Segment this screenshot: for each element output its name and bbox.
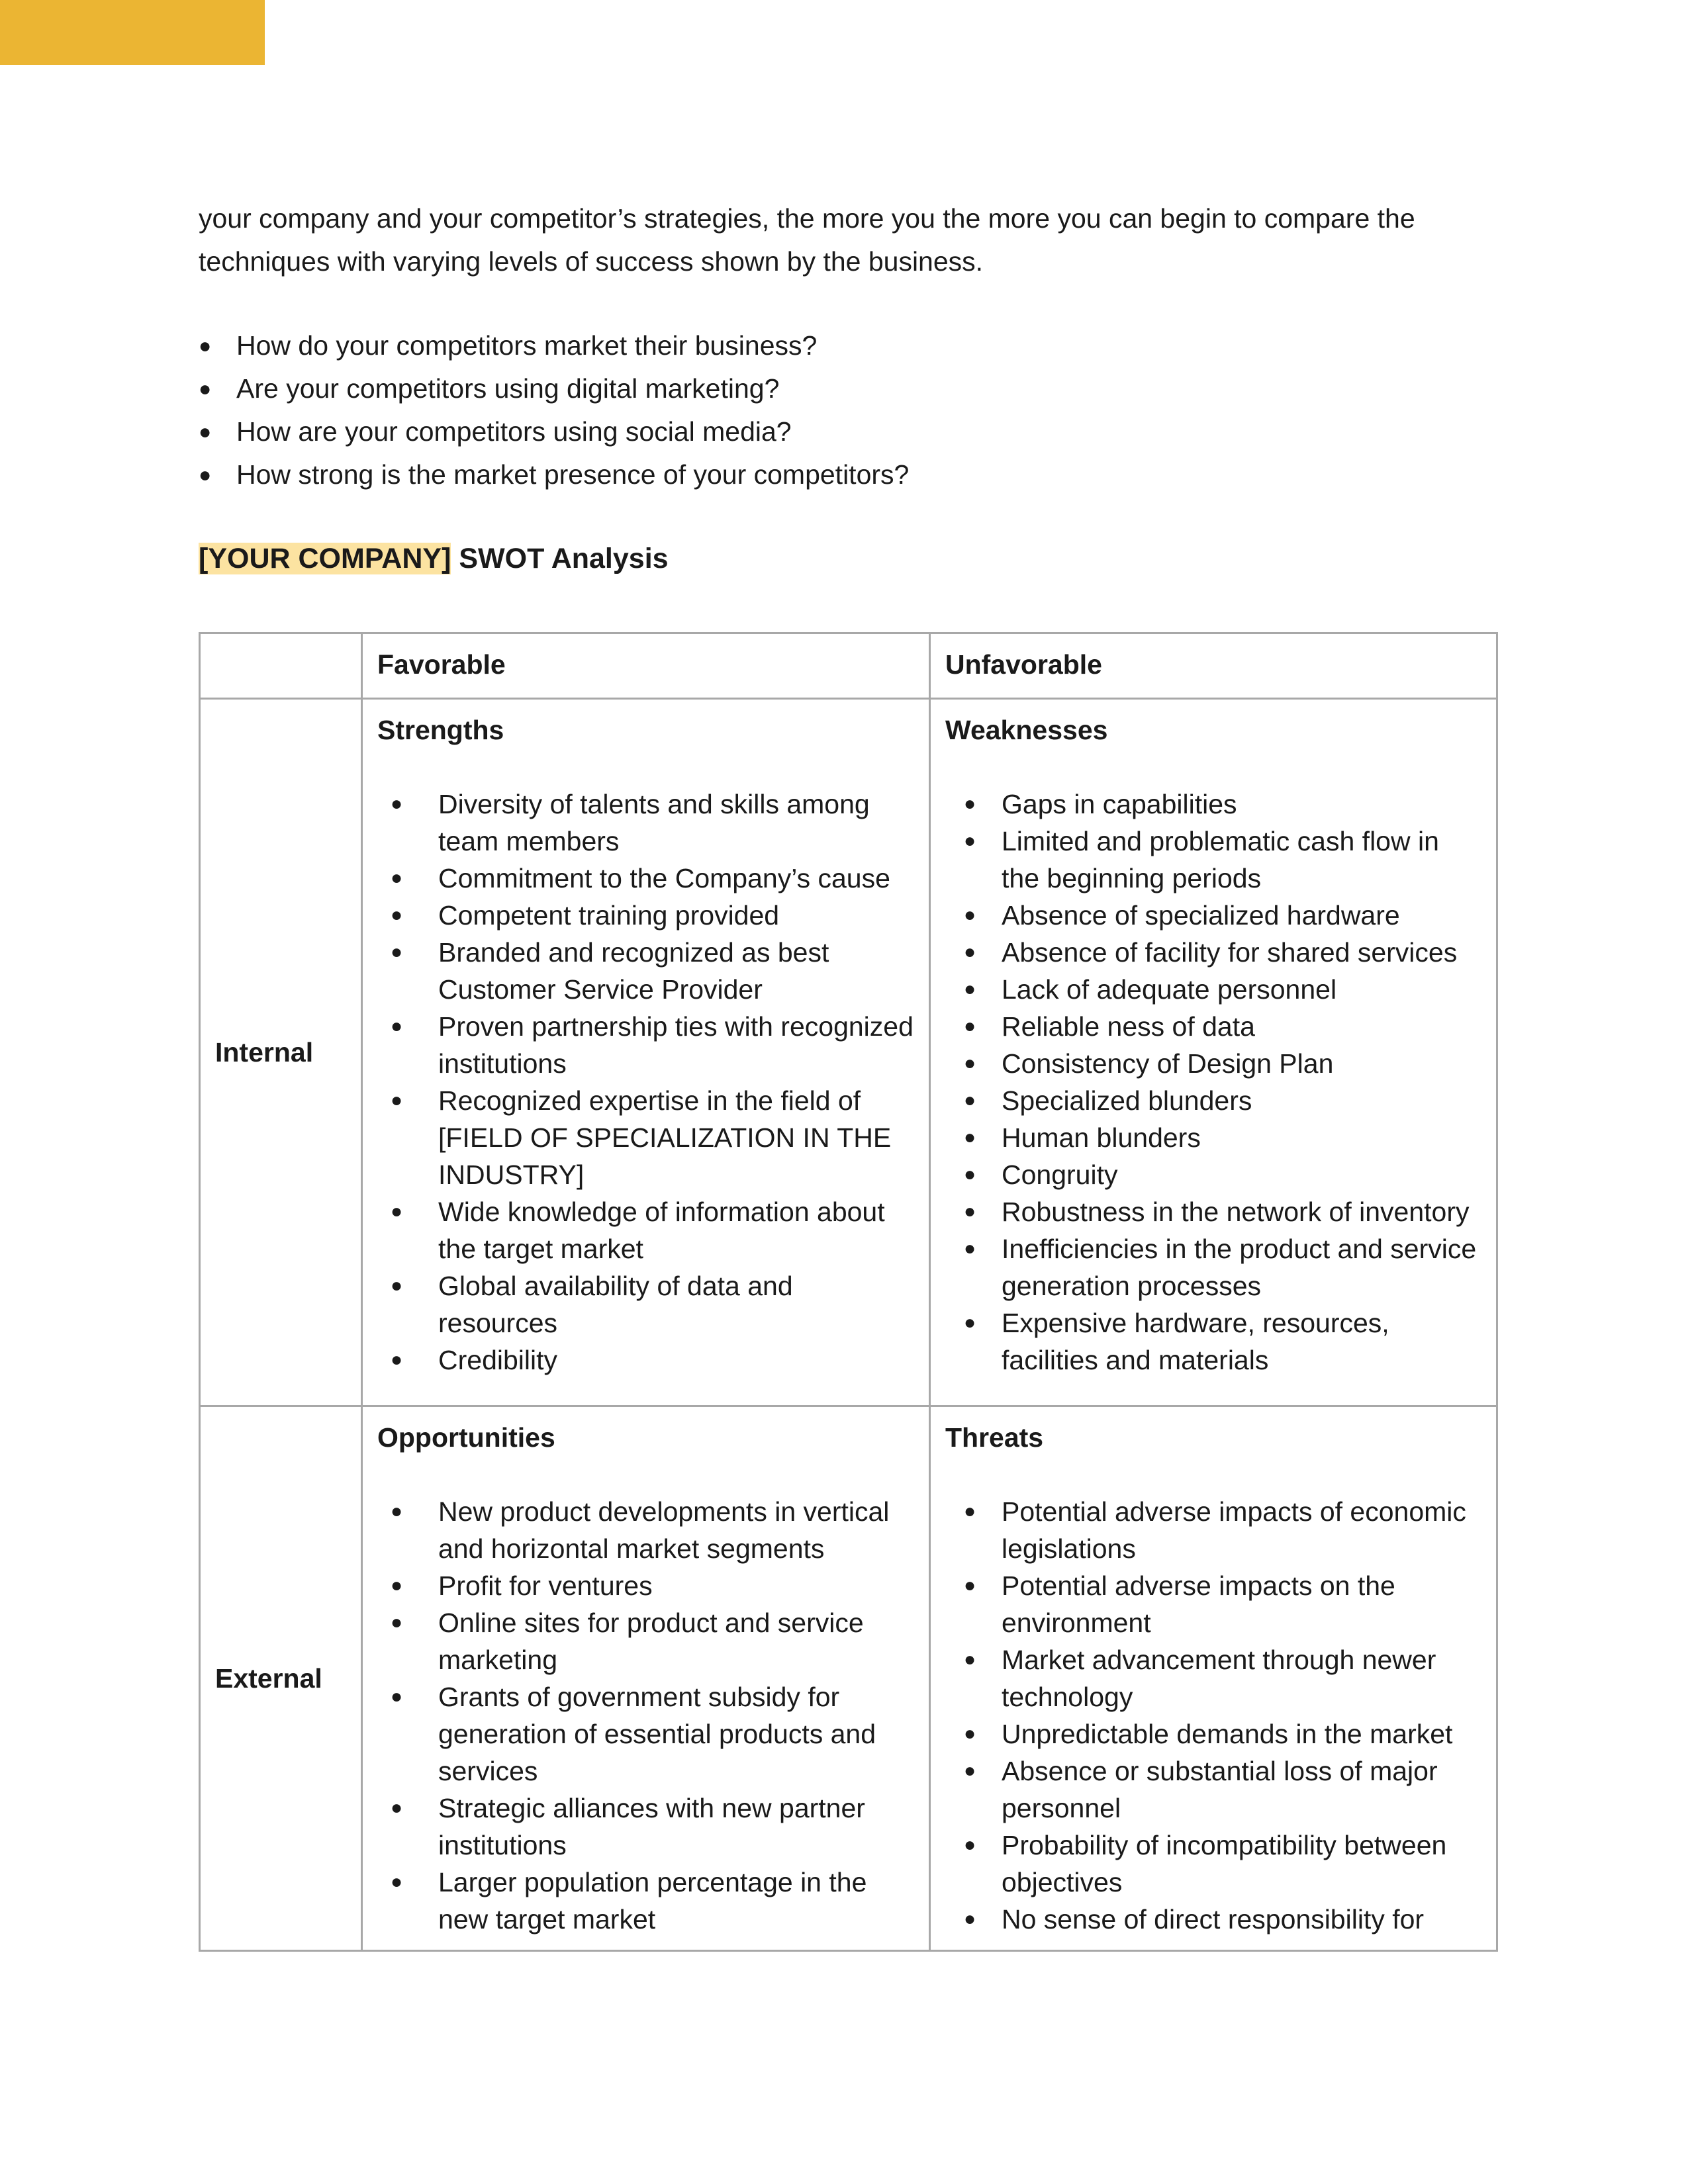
weaknesses-cell [930, 699, 1497, 1406]
external-row [200, 1406, 1497, 1951]
list-item: ● Absence of facility for shared services [945, 934, 1481, 971]
list-item: ● Robustness in the network of inventory [945, 1193, 1481, 1230]
unfavorable-header: Unfavorable [930, 633, 1497, 699]
list-item: ● Inefficiencies in the product and service generation processes [945, 1230, 1481, 1304]
list-item: ● Market advancement through newer technology [945, 1641, 1481, 1715]
swot-heading [199, 537, 669, 580]
list-item: ● Expensive hardware, resources, facilities and materials [945, 1304, 1481, 1379]
company-placeholder: [YOUR COMPANY] [199, 543, 451, 574]
favorable-header: Favorable [362, 633, 930, 699]
list-item: ● Recognized expertise in the field of [FIELD OF SPECIALIZATION IN THE INDUSTRY] [377, 1082, 914, 1193]
list-item: ● Credibility [377, 1342, 914, 1379]
list-item: ● Consistency of Design Plan [945, 1045, 1481, 1082]
threats-cell [930, 1406, 1497, 1951]
list-item: ● Lack of adequate personnel [945, 971, 1481, 1008]
list-item: ● Unpredictable demands in the market [945, 1715, 1481, 1752]
list-item: ● Absence or substantial loss of major personnel [945, 1752, 1481, 1827]
list-item: ● Profit for ventures [377, 1567, 914, 1604]
opportunities-cell [362, 1406, 930, 1951]
external-label: External [200, 1406, 362, 1951]
threats-title: Threats [945, 1422, 1044, 1453]
corner-accent-tab [0, 0, 265, 65]
list-item: ● Branded and recognized as best Customer Service Provider [377, 934, 914, 1008]
list-item: ● No sense of direct responsibility for [945, 1901, 1481, 1938]
list-item: ● Potential adverse impacts on the environment [945, 1567, 1481, 1641]
opportunities-list [377, 1493, 914, 1938]
list-item: ● Larger population percentage in the new target market [377, 1864, 914, 1938]
list-item: ● Online sites for product and service marketing [377, 1604, 914, 1678]
weaknesses-title: Weaknesses [945, 715, 1108, 745]
question-item: ● Are your competitors using digital marketing? [199, 367, 909, 410]
list-item: ● Limited and problematic cash flow in the beginning periods [945, 823, 1481, 897]
list-item: ● Gaps in capabilities [945, 786, 1481, 823]
internal-label: Internal [200, 699, 362, 1406]
strengths-cell [362, 699, 930, 1406]
swot-table [199, 632, 1498, 1952]
swot-header-row [200, 633, 1497, 699]
list-item: ● Competent training provided [377, 897, 914, 934]
list-item: ● Reliable ness of data [945, 1008, 1481, 1045]
list-item: ● New product developments in vertical and horizontal market segments [377, 1493, 914, 1567]
internal-row [200, 699, 1497, 1406]
intro-paragraph: your company and your competitor’s strategies, the more you the more you can begin to compare the techniques with varying levels of success shown by the business. [199, 203, 1415, 277]
list-item: ● Probability of incompatibility between objectives [945, 1827, 1481, 1901]
list-item: ● Global availability of data and resources [377, 1267, 914, 1342]
question-item: ● How strong is the market presence of your competitors? [199, 453, 909, 496]
list-item: ● Specialized blunders [945, 1082, 1481, 1119]
list-item: ● Proven partnership ties with recognized institutions [377, 1008, 914, 1082]
list-item: ● Wide knowledge of information about the target market [377, 1193, 914, 1267]
list-item: ● Human blunders [945, 1119, 1481, 1156]
strengths-title: Strengths [377, 715, 504, 745]
swot-heading-title: SWOT Analysis [451, 543, 669, 574]
threats-list [945, 1493, 1481, 1938]
question-item: ● How do your competitors market their business? [199, 324, 909, 367]
weaknesses-list [945, 786, 1481, 1379]
list-item: ● Strategic alliances with new partner institutions [377, 1790, 914, 1864]
list-item: ● Potential adverse impacts of economic legislations [945, 1493, 1481, 1567]
opportunities-title: Opportunities [377, 1422, 555, 1453]
list-item: ● Diversity of talents and skills among team members [377, 786, 914, 860]
corner-cell [200, 633, 362, 699]
question-item: ● How are your competitors using social media? [199, 410, 909, 453]
strengths-list [377, 786, 914, 1379]
competitor-questions-list [199, 324, 909, 496]
list-item: ● Grants of government subsidy for generation of essential products and services [377, 1678, 914, 1790]
list-item: ● Absence of specialized hardware [945, 897, 1481, 934]
list-item: ● Commitment to the Company’s cause [377, 860, 914, 897]
list-item: ● Congruity [945, 1156, 1481, 1193]
